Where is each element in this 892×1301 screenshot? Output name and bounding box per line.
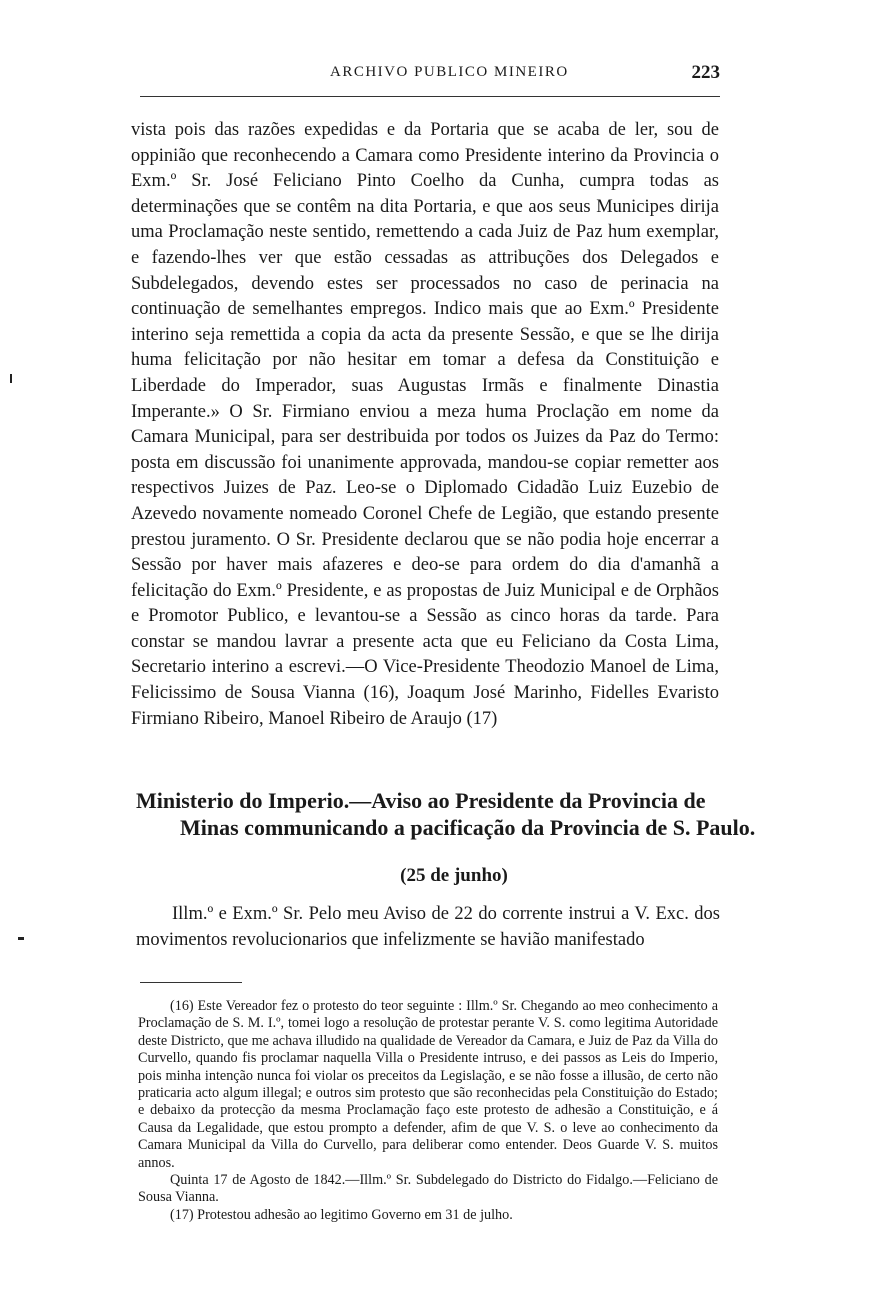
running-title: ARCHIVO PUBLICO MINEIRO xyxy=(330,64,569,80)
body-paragraph: vista pois das razões expedidas e da Portaria que se acaba de ler, sou de oppinião que reconhecendo a Camara como Presidente interino da Provincia o Exm.º Sr. José Feliciano Pinto Coelho da Cunha, cumpra todas as determinações que se contêm na dita Portaria, e que aos seus Municipes dirija uma Proclamação neste sentido, remettendo a cada Juiz de Paz hum exemplar, e fazendo-lhes ver que estão cessadas as attribuções dos Delegados e Subdelegados, devendo estes ser processados no caso de perinacia na continuação de semelhantes empregos. Indico mais que ao Exm.º Presidente interino seja remettida a copia da acta da presente Sessão, e que se lhe dirija huma felicitação por não hesitar em tomar a defesa da Constituição e Liberdade do Imperador, suas Augustas Irmãs e finalmente Dinastia Imperante.» O Sr. Firmiano enviou a meza huma Proclação em nome da Camara Municipal, para ser destribuida por todos os Juizes da Paz do Termo: posta em discussão foi unanimente approvada, mandou-se copiar remetter aos respectivos Juizes de Paz. Leo-se o Diplomado Cidadão Luiz Euzebio de Azevedo novamente nomeado Coronel Chefe de Legião, que estando presente prestou juramento. O Sr. Presidente declarou que se não podia hoje encerrar a Sessão por haver mais afazeres e deo-se para ordem do dia d'amanhã a felicitação do Exm.º Presidente, e as propostas de Juiz Municipal e de Orphãos e Promotor Publico, e levantou-se a Sessão as cinco horas da tarde. Para constar se mandou lavrar a presente acta que eu Feliciano da Costa Lima, Secretario interino a escrevi.—O Vice-Presidente Theodozio Manoel de Lima, Felicissimo de Sousa Vianna (16), Joaqum José Marinho, Fidelles Evaristo Firmiano Ribeiro, Manoel Ribeiro de Araujo (17) xyxy=(131,120,719,729)
margin-mark xyxy=(10,374,12,383)
margin-mark xyxy=(18,937,24,940)
section-date: (25 de junho) xyxy=(400,865,508,886)
footnote-17: (17) Protestou adhesão ao legitimo Governo em 31 de julho. xyxy=(170,1206,513,1223)
footnotes xyxy=(138,998,718,1224)
header-rule xyxy=(140,96,720,97)
footnote-16: (16) Este Vereador fez o protesto do teor seguinte : Illm.º Sr. Chegando ao meo conhecimento a Proclamação de S. M. I.º, tomei logo a resolução de protestar perante V. S. como legitima Autoridade deste Districto, que me achava illudido na qualidade de Vereador da Camara, e Juiz de Paz da Villa do Curvello, quando fis proclamar naquella Villa o Presidente intruso, e dei passos as Leis do Imperio, pois minha intenção nunca foi violar os preceitos da Legislação, e se não fosse a illusão, de certo não praticaria acto algum illegal; e outros sim protesto que são reconhecidas pela Constituição do Estado; e debaixo da protecção da mesma Proclamação faço este protesto de adhesão a Constituição, e á Causa da Legalidade, que estou prompto a defender, afim de que V. S. o leve ao conhecimento da Camara Municipal da Villa do Curvello, para deliberar como entender. Deos Guarde V. S. muitos annos. xyxy=(138,998,718,1171)
footnote-rule xyxy=(140,982,242,983)
running-head xyxy=(140,64,720,86)
page-number: 223 xyxy=(691,62,720,83)
footnote-16-signature: Quinta 17 de Agosto de 1842.—Illm.º Sr. Subdelegado do Districto do Fidalgo.—Feliciano de Sousa Vianna. xyxy=(138,1172,718,1206)
section-heading: Ministerio do Imperio.—Aviso ao Presidente da Provincia de Minas communicando a pacificação da Provincia de S. Paulo. xyxy=(136,788,756,840)
aviso-paragraph: Illm.º e Exm.º Sr. Pelo meu Aviso de 22 do corrente instrui a V. Exc. dos movimentos revolucionarios que infelizmente se havião manifestado xyxy=(136,904,720,950)
